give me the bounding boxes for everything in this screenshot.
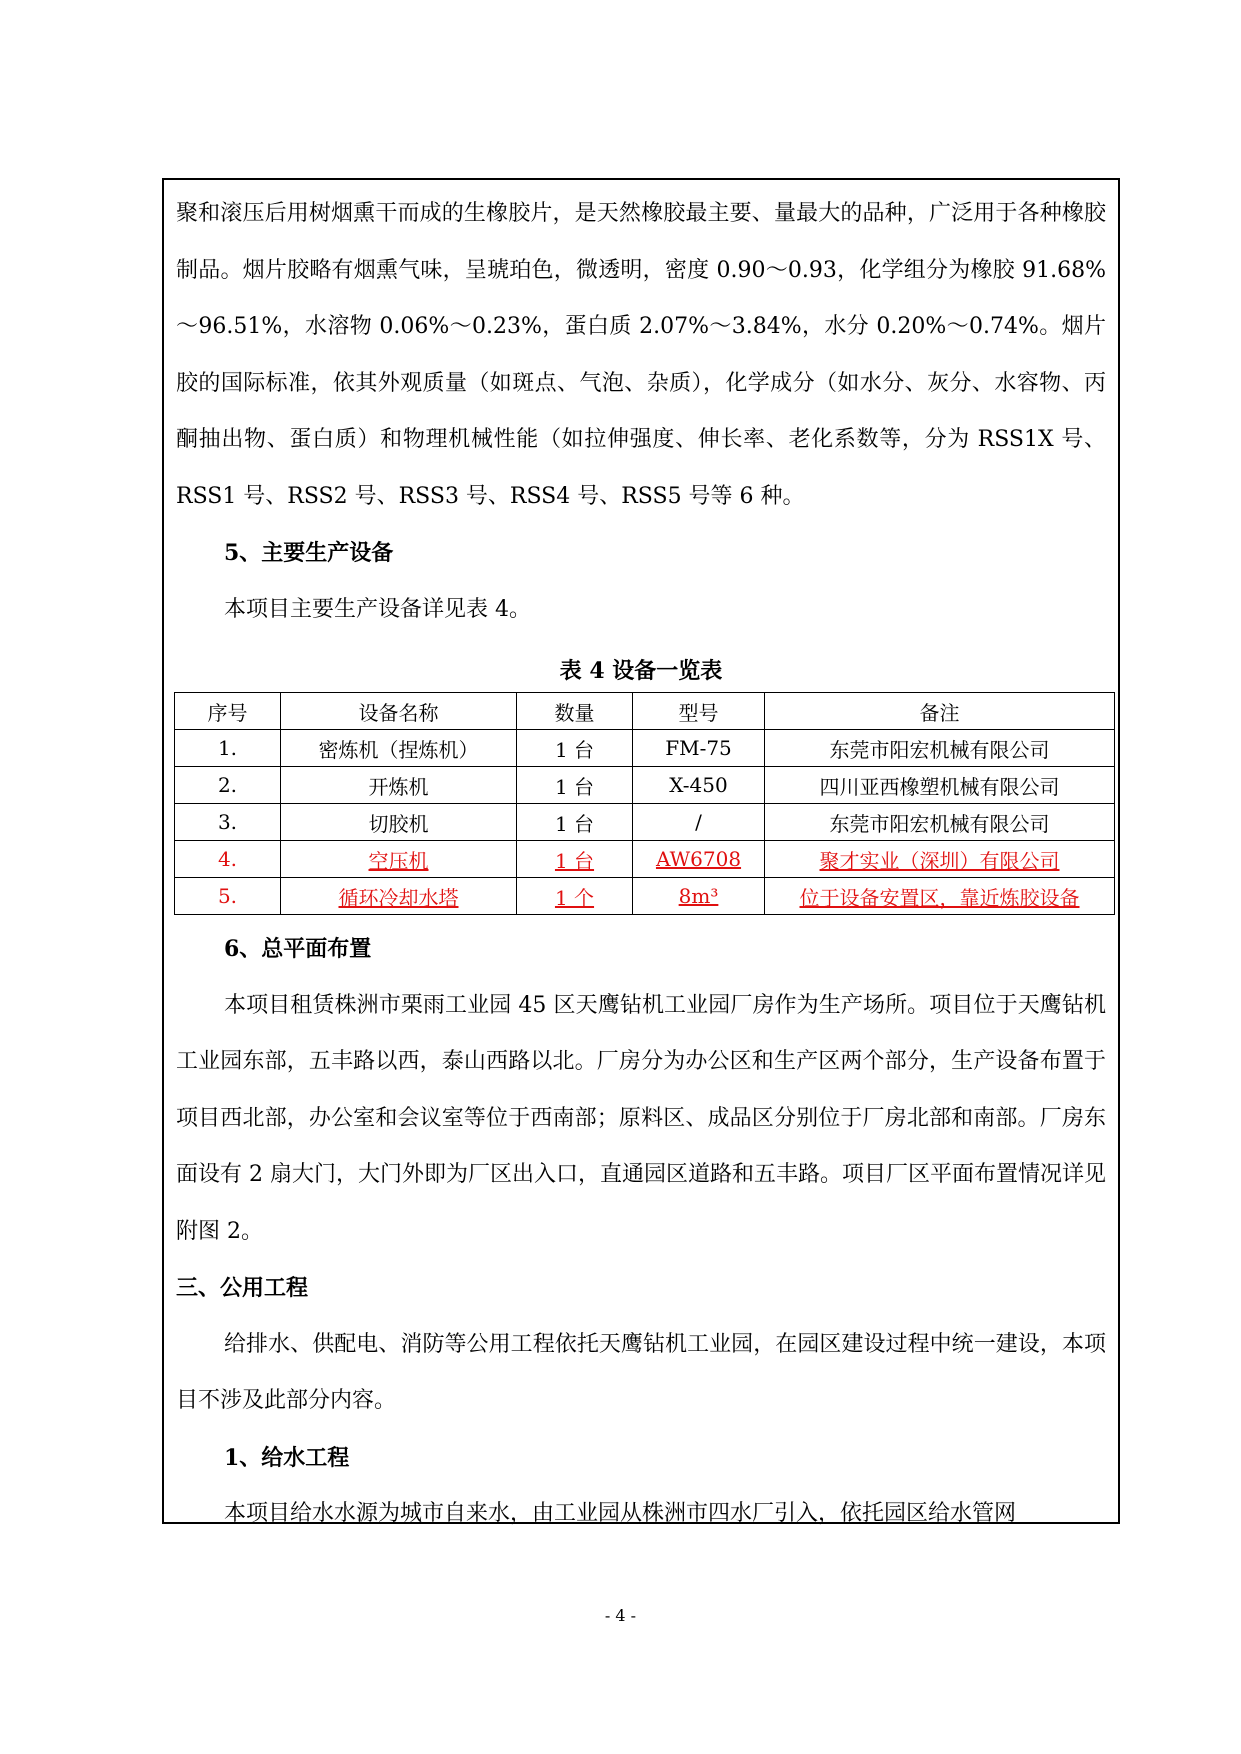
cell-qty: 1 台 bbox=[517, 730, 633, 767]
cell-no: 1. bbox=[175, 730, 281, 767]
table-title: 表 4 设备一览表 bbox=[559, 658, 723, 684]
cell-name: 开炼机 bbox=[281, 767, 517, 804]
paragraph-site-layout: 本项目租赁株洲市栗雨工业园 45 区天鹰钻机工业园厂房作为生产场所。项目位于天鹰钻机工业园东部，五丰路以西，泰山西路以北。厂房分为办公区和生产区两个部分，生产设备布置于项目西北部，办公室和会议室等位于西南部；原料区、成品区分别位于厂房北部和南部。厂房东面设有 2 扇大门，大门外即为厂区出入口，直通园区道路和五丰路。项目厂区平面布置情况详见附图 2。 bbox=[176, 992, 1106, 1244]
paragraph-rubber-description: 聚和滚压后用树烟熏干而成的生橡胶片，是天然橡胶最主要、量最大的品种，广泛用于各种橡胶制品。烟片胶略有烟熏气味，呈琥珀色，微透明，密度 0.90～0.93，化学组分为橡胶 91.68%～96.51%，水溶物 0.06%～0.23%，蛋白质 2.07%～3.84%，水分 0.20%～0.74%。烟片胶的国际标准，依其外观质量（如斑点、气泡、杂质），化学成分（如水分、灰分、水容物、丙酮抽出物、蛋白质）和物理机械性能（如拉伸强度、伸长率、老化系数等，分为 RSS1X 号、RSS1 号、RSS2 号、RSS3 号、RSS4 号、RSS5 号等 6 种。 bbox=[176, 201, 1106, 509]
cell-model: FM-75 bbox=[633, 730, 765, 767]
table-row bbox=[175, 804, 1115, 841]
header-name: 设备名称 bbox=[281, 693, 517, 730]
cell-qty: 1 个 bbox=[554, 885, 595, 910]
cell-note: 聚才实业（深圳）有限公司 bbox=[819, 848, 1060, 873]
cell-name: 循环冷却水塔 bbox=[338, 885, 459, 910]
cell-qty: 1 台 bbox=[554, 848, 595, 873]
cell-name: 密炼机（捏炼机） bbox=[281, 730, 517, 767]
table-header-row bbox=[175, 693, 1115, 730]
cell-model: X-450 bbox=[633, 767, 765, 804]
cell-no: 2. bbox=[175, 767, 281, 804]
paragraph-water-supply: 本项目给水水源为城市自来水，由工业园从株洲市四水厂引入，依托园区给水管网 bbox=[224, 1501, 1017, 1526]
cell-name: 切胶机 bbox=[281, 804, 517, 841]
table-row bbox=[175, 767, 1115, 804]
cell-model: / bbox=[633, 804, 765, 841]
cell-no: 3. bbox=[175, 804, 281, 841]
header-note: 备注 bbox=[765, 693, 1115, 730]
cell-note: 四川亚西橡塑机械有限公司 bbox=[765, 767, 1115, 804]
cell-note: 位于设备安置区，靠近炼胶设备 bbox=[799, 885, 1080, 910]
equipment-table bbox=[174, 692, 1115, 915]
table-row-highlighted bbox=[175, 878, 1115, 915]
heading-main-equipment: 5、主要生产设备 bbox=[224, 540, 394, 566]
paragraph-equipment-intro: 本项目主要生产设备详见表 4。 bbox=[224, 596, 531, 622]
header-model: 型号 bbox=[633, 693, 765, 730]
document-body bbox=[176, 186, 1106, 1543]
paragraph-public-works: 给排水、供配电、消防等公用工程依托天鹰钻机工业园，在园区建设过程中统一建设，本项目不涉及此部分内容。 bbox=[176, 1331, 1106, 1413]
heading-site-layout: 6、总平面布置 bbox=[224, 936, 372, 962]
header-qty: 数量 bbox=[517, 693, 633, 730]
cell-qty: 1 台 bbox=[517, 767, 633, 804]
heading-public-works: 三、公用工程 bbox=[176, 1275, 309, 1301]
table-row bbox=[175, 730, 1115, 767]
table-row-highlighted bbox=[175, 841, 1115, 878]
cell-model: AW6708 bbox=[655, 847, 742, 871]
cell-note: 东莞市阳宏机械有限公司 bbox=[765, 804, 1115, 841]
cell-no: 5. bbox=[175, 878, 281, 915]
page-number: - 4 - bbox=[604, 1606, 637, 1625]
cell-qty: 1 台 bbox=[517, 804, 633, 841]
cell-name: 空压机 bbox=[368, 848, 429, 873]
cell-no: 4. bbox=[175, 841, 281, 878]
header-no: 序号 bbox=[175, 693, 281, 730]
heading-water-supply: 1、给水工程 bbox=[224, 1444, 350, 1471]
cell-model: 8m³ bbox=[678, 884, 719, 908]
cell-note: 东莞市阳宏机械有限公司 bbox=[765, 730, 1115, 767]
